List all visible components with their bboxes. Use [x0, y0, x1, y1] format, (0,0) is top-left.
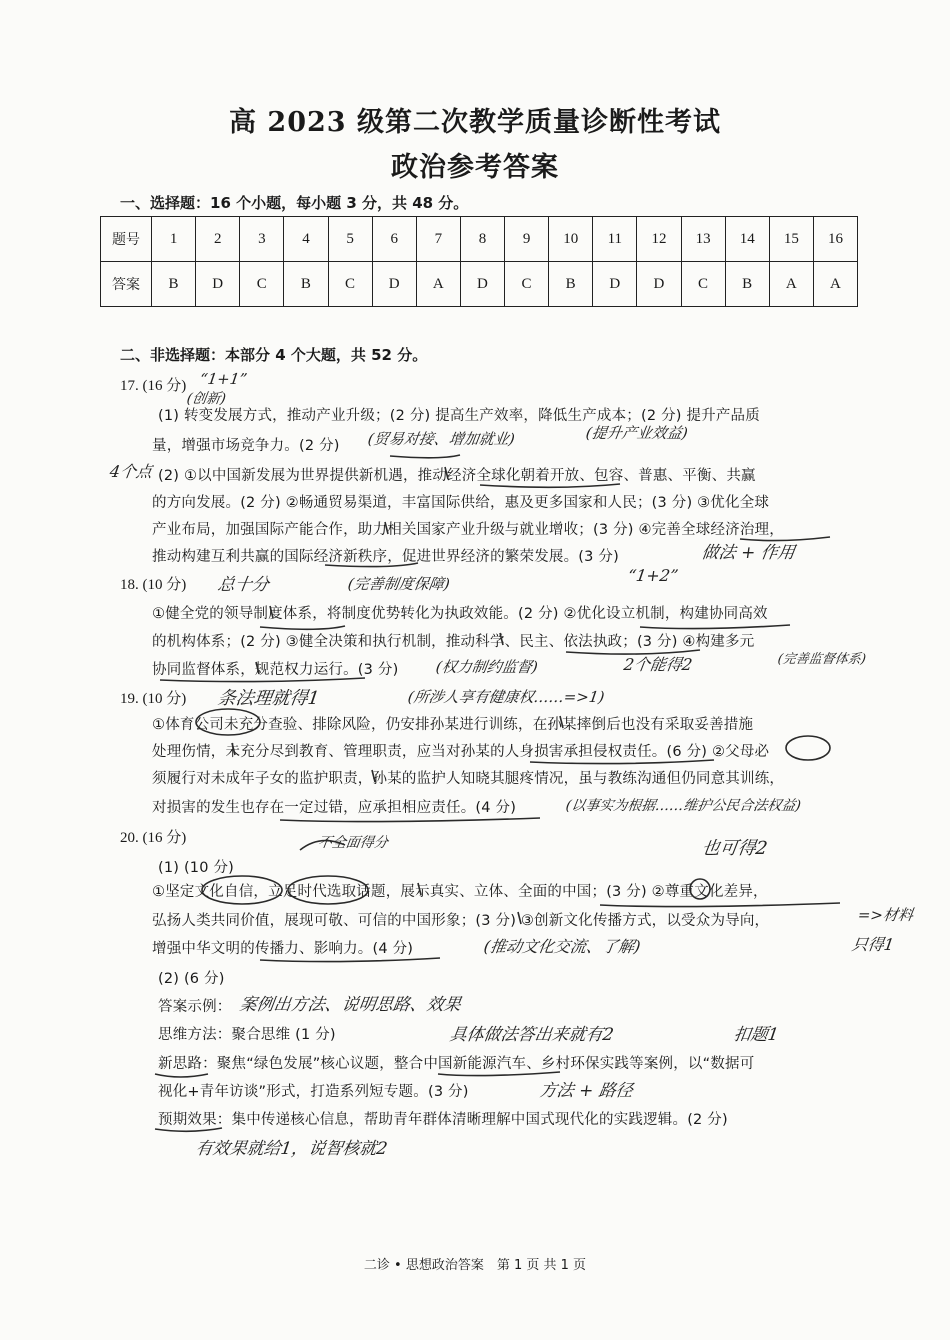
table-cell: C: [681, 262, 725, 307]
page-footer: 二诊 • 思想政治答案 第 1 页 共 1 页: [363, 1258, 587, 1273]
table-cell: D: [593, 262, 637, 307]
table-cell: A: [416, 262, 460, 307]
handwritten-note: 扣题1: [732, 1025, 780, 1045]
underline-mark: [280, 818, 540, 822]
handwritten-note: (完善制度保障): [346, 575, 451, 593]
table-cell: 14: [725, 217, 769, 262]
table-cell: B: [152, 262, 196, 307]
table-cell: 9: [505, 217, 549, 262]
handwritten-note: (以事实为根据……维护公民合法权益): [564, 798, 802, 814]
handwritten-note: 也可得2: [700, 838, 769, 859]
section-choice-heading: 一、选择题：16 个小题，每小题 3 分，共 48 分。: [120, 194, 469, 212]
q19-line: 对损害的发生也存在一定过错，应承担相应责任。(4 分): [152, 800, 517, 816]
row-label-number: 题号: [101, 217, 152, 262]
handwritten-note: “1+1”: [198, 370, 249, 388]
row-label-answer: 答案: [101, 262, 152, 307]
table-cell: A: [813, 262, 857, 307]
handwritten-note: 方法 + 路径: [538, 1081, 635, 1101]
handwritten-note: 不全面得分: [316, 835, 389, 851]
q18-line: ①健全党的领导制度体系，将制度优势转化为执政效能。(2 分) ②优化设立机制，构建协同高效: [152, 606, 768, 622]
q18-line: 协同监督体系，规范权力运行。(3 分): [152, 662, 399, 678]
handwritten-note: (创新): [185, 391, 227, 407]
handwritten-note: 具体做法答出来就有2: [448, 1025, 615, 1045]
table-cell: 12: [637, 217, 681, 262]
q17-line: 的方向发展。(2 分) ②畅通贸易渠道，丰富国际供给，惠及更多国家和人民；(3 分) ③优化全球: [152, 495, 770, 511]
table-cell: 13: [681, 217, 725, 262]
q20-line: 弘扬人类共同价值，展现可敬、可信的中国形象；(3 分) ③创新文化传播方式，以受众为导向，: [152, 913, 770, 929]
underline-mark: [640, 625, 790, 629]
section-essay-heading: 二、非选择题：本部分 4 个大题，共 52 分。: [120, 346, 428, 364]
table-cell: D: [372, 262, 416, 307]
q17-line: (2) ①以中国新发展为世界提供新机遇，推动经济全球化朝着开放、包容、普惠、平衡、共赢: [158, 468, 756, 484]
handwritten-note: 有效果就给1，说智核就2: [194, 1139, 389, 1159]
q19-heading: 19. (10 分): [120, 691, 187, 707]
table-cell: C: [240, 262, 284, 307]
underline-mark: [260, 626, 345, 629]
underline-mark: [600, 903, 840, 907]
table-cell: 3: [240, 217, 284, 262]
table-cell: 8: [460, 217, 504, 262]
table-cell: 2: [196, 217, 240, 262]
handwritten-note: 做法 + 作用: [700, 543, 797, 563]
q20-part2-heading: (2) (6 分): [158, 971, 225, 987]
table-cell: 11: [593, 217, 637, 262]
handwritten-note: 2个能得2: [622, 655, 694, 674]
handwritten-note: (贸易对接、增加就业): [366, 430, 516, 448]
q17-line: 产业布局，加强国际产能合作，助力相关国家产业升级与就业增收；(3 分) ④完善全球经济治理，: [152, 522, 784, 538]
handwritten-note: 条法理就得1: [216, 688, 321, 709]
table-cell: 5: [328, 217, 372, 262]
q20-line: 增强中华文明的传播力、影响力。(4 分): [152, 941, 414, 957]
exam-subtitle: 政治参考答案: [391, 152, 559, 183]
handwritten-note: 4个点: [108, 462, 154, 481]
underline-mark: [260, 958, 440, 962]
q19-line: 须履行对未成年子女的监护职责，孙某的监护人知晓其腿疼情况，虽与教练沟通但仍同意其训练，: [152, 771, 785, 787]
handwritten-note: 只得1: [850, 935, 896, 954]
table-cell: 4: [284, 217, 328, 262]
table-cell: 16: [813, 217, 857, 262]
handwritten-note: (提升产业效益): [584, 424, 689, 442]
handwritten-note: =>材料: [856, 906, 915, 924]
table-cell: B: [284, 262, 328, 307]
handwritten-note: 总十分: [216, 575, 271, 595]
table-cell: 10: [549, 217, 593, 262]
table-cell: D: [196, 262, 240, 307]
handwritten-note: (所涉人享有健康权……=>1): [406, 688, 606, 706]
handwritten-note: (推动文化交流、了解): [482, 937, 642, 956]
handwritten-note: (完善监督体系): [776, 652, 867, 667]
underline-mark: [390, 455, 460, 458]
table-cell: 1: [152, 217, 196, 262]
q17-line: 量，增强市场竞争力。(2 分): [152, 438, 340, 454]
table-cell: 7: [416, 217, 460, 262]
table-cell: C: [328, 262, 372, 307]
handwritten-note: (权力制约监督): [434, 658, 539, 676]
q19-line: 处理伤情，未充分尽到教育、管理职责，应当对孙某的人身损害承担侵权责任。(6 分) ②父母必: [152, 744, 770, 760]
handwritten-note: 案例出方法、说明思路、效果: [238, 995, 463, 1015]
q20-new-idea: 视化+青年访谈”形式，打造系列短专题。(3 分): [158, 1084, 469, 1100]
underline-mark: [155, 1074, 208, 1077]
q17-line: (1) 转变发展方式，推动产业升级；(2 分) 提高生产效率，降低生产成本；(2 分) 提升产品质: [158, 408, 760, 424]
q17-heading: 17. (16 分): [120, 378, 187, 394]
q20-part1-heading: (1) (10 分): [158, 860, 235, 876]
handwritten-note: “1+2”: [626, 566, 680, 585]
q17-line: 推动构建互利共赢的国际经济新秩序，促进世界经济的繁荣发展。(3 分): [152, 549, 619, 565]
q18-line: 的机构体系；(2 分) ③健全决策和执行机制，推动科学、民主、依法执政；(3 分) ④构建多元: [152, 634, 755, 650]
table-cell: 15: [769, 217, 813, 262]
q20-heading: 20. (16 分): [120, 830, 187, 846]
table-cell: B: [725, 262, 769, 307]
table-cell: D: [460, 262, 504, 307]
table-cell: B: [549, 262, 593, 307]
q20-line: ①坚定文化自信，立足时代选取话题，展示真实、立体、全面的中国；(3 分) ②尊重文化差异，: [152, 884, 768, 900]
q20-method: 思维方法：聚合思维 (1 分): [158, 1027, 336, 1043]
table-cell: 6: [372, 217, 416, 262]
question-number-row: [101, 217, 858, 262]
table-cell: C: [505, 262, 549, 307]
answer-table: [100, 216, 858, 307]
circle-mark: [786, 736, 830, 760]
table-cell: A: [769, 262, 813, 307]
q18-heading: 18. (10 分): [120, 577, 187, 593]
q20-example-label: 答案示例：: [158, 999, 232, 1015]
answer-row: [101, 262, 858, 307]
exam-title: 高 2023 级第二次教学质量诊断性考试: [229, 107, 721, 138]
q20-expected-effect: 预期效果：集中传递核心信息，帮助青年群体清晰理解中国式现代化的实践逻辑。(2 分): [158, 1112, 728, 1128]
q20-new-idea: 新思路：聚焦“绿色发展”核心议题，整合中国新能源汽车、乡村环保实践等案例，以“数据可: [158, 1056, 755, 1072]
table-cell: D: [637, 262, 681, 307]
q19-line: ①体育公司未充分查验、排除风险，仍安排孙某进行训练，在孙某摔倒后也没有采取妥善措施: [152, 717, 754, 733]
